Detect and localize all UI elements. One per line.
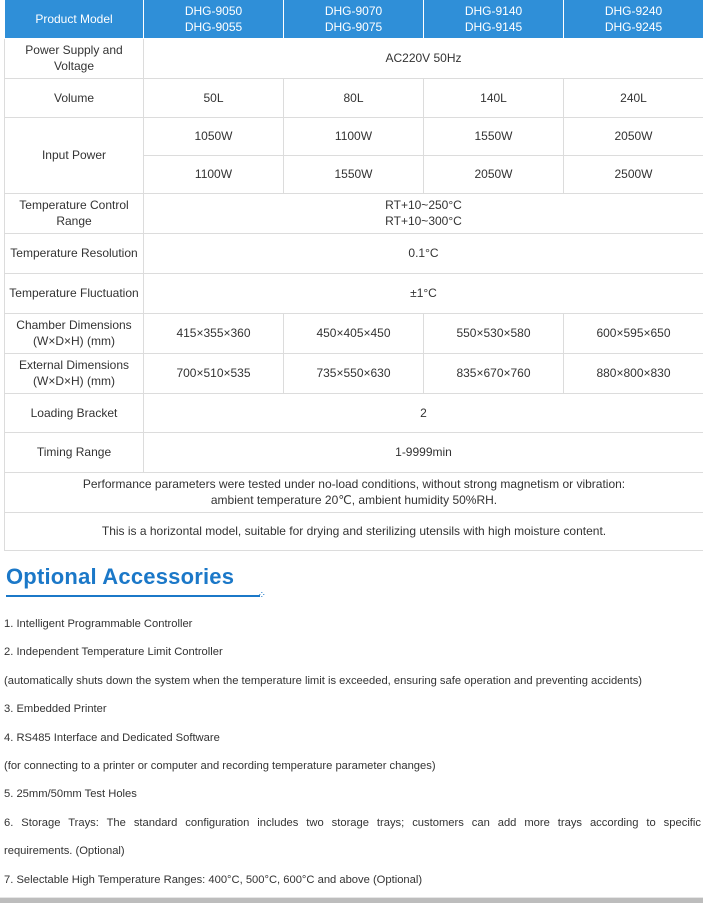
external-row [5,353,703,393]
list-item: (automatically shuts down the system when the temperature limit is exceeded, ensuring safe operation and preventing accidents) [4,671,701,699]
volume-value: 50L [144,78,284,117]
input-power-row-1 [5,117,703,155]
title-underline [6,595,260,597]
list-item: (for connecting to a printer or computer and recording temperature parameter changes) [4,756,701,784]
input-power-value: 1100W [144,155,284,193]
external-value: 700×510×535 [144,353,284,393]
temp-resolution-row [5,233,703,273]
list-item: requirements. (Optional) [4,841,701,869]
volume-value: 240L [564,78,703,117]
temp-resolution-value: 0.1°C [144,233,703,273]
list-item: 7. Selectable High Temperature Ranges: 400°C, 500°C, 600°C and above (Optional) [4,870,701,898]
accessories-section [0,562,703,597]
model-col-3: DHG-9140 DHG-9145 [424,0,564,38]
chamber-label: Chamber Dimensions (W×D×H) (mm) [5,313,144,353]
chamber-row [5,313,703,353]
external-label: External Dimensions (W×D×H) (mm) [5,353,144,393]
loading-bracket-row [5,393,703,432]
spec-table [4,0,703,551]
model-col-4: DHG-9240 DHG-9245 [564,0,703,38]
model-note-row [5,512,703,550]
timing-range-row [5,432,703,472]
external-value: 735×550×630 [284,353,424,393]
chamber-value: 415×355×360 [144,313,284,353]
list-item: 5. 25mm/50mm Test Holes [4,784,701,812]
header-row [5,0,703,38]
accessories-list [4,614,701,898]
model-col-1: DHG-9050 DHG-9055 [144,0,284,38]
external-value: 835×670×760 [424,353,564,393]
input-power-label: Input Power [5,117,144,193]
loading-bracket-label: Loading Bracket [5,393,144,432]
list-item: 6. Storage Trays: The standard configuration includes two storage trays; customers can add more trays according to specific [4,813,701,841]
temp-fluctuation-row [5,273,703,313]
input-power-value: 1050W [144,117,284,155]
model-col-2: DHG-9070 DHG-9075 [284,0,424,38]
list-item: 2. Independent Temperature Limit Controller [4,642,701,670]
timing-range-label: Timing Range [5,432,144,472]
temp-control-row [5,193,703,233]
temp-resolution-label: Temperature Resolution [5,233,144,273]
performance-note: Performance parameters were tested under no-load conditions, without strong magnetism or vibration: ambient temperature 20℃, ambient humidity 50%RH. [5,472,703,512]
input-power-value: 2050W [564,117,703,155]
power-supply-label: Power Supply and Voltage [5,38,144,78]
input-power-value: 1550W [284,155,424,193]
temp-control-label: Temperature Control Range [5,193,144,233]
performance-note-row [5,472,703,512]
volume-row [5,78,703,117]
temp-fluctuation-value: ±1°C [144,273,703,313]
list-item: 1. Intelligent Programmable Controller [4,614,701,642]
input-power-value: 1100W [284,117,424,155]
input-power-value: 2050W [424,155,564,193]
temp-fluctuation-label: Temperature Fluctuation [5,273,144,313]
input-power-value: 2500W [564,155,703,193]
volume-value: 140L [424,78,564,117]
volume-value: 80L [284,78,424,117]
power-supply-value: AC220V 50Hz [144,38,703,78]
temp-control-value: RT+10~250°C RT+10~300°C [144,193,703,233]
chamber-value: 600×595×650 [564,313,703,353]
underline-dots-icon: ⁘ [258,592,266,600]
bottom-divider [0,897,703,903]
loading-bracket-value: 2 [144,393,703,432]
input-power-value: 1550W [424,117,564,155]
list-item: 4. RS485 Interface and Dedicated Software [4,728,701,756]
accessories-title: Optional Accessories [6,562,703,592]
chamber-value: 550×530×580 [424,313,564,353]
external-value: 880×800×830 [564,353,703,393]
power-supply-row [5,38,703,78]
timing-range-value: 1-9999min [144,432,703,472]
chamber-value: 450×405×450 [284,313,424,353]
model-note: This is a horizontal model, suitable for drying and sterilizing utensils with high moisture content. [5,512,703,550]
volume-label: Volume [5,78,144,117]
list-item: 3. Embedded Printer [4,699,701,727]
header-label: Product Model [5,0,144,38]
